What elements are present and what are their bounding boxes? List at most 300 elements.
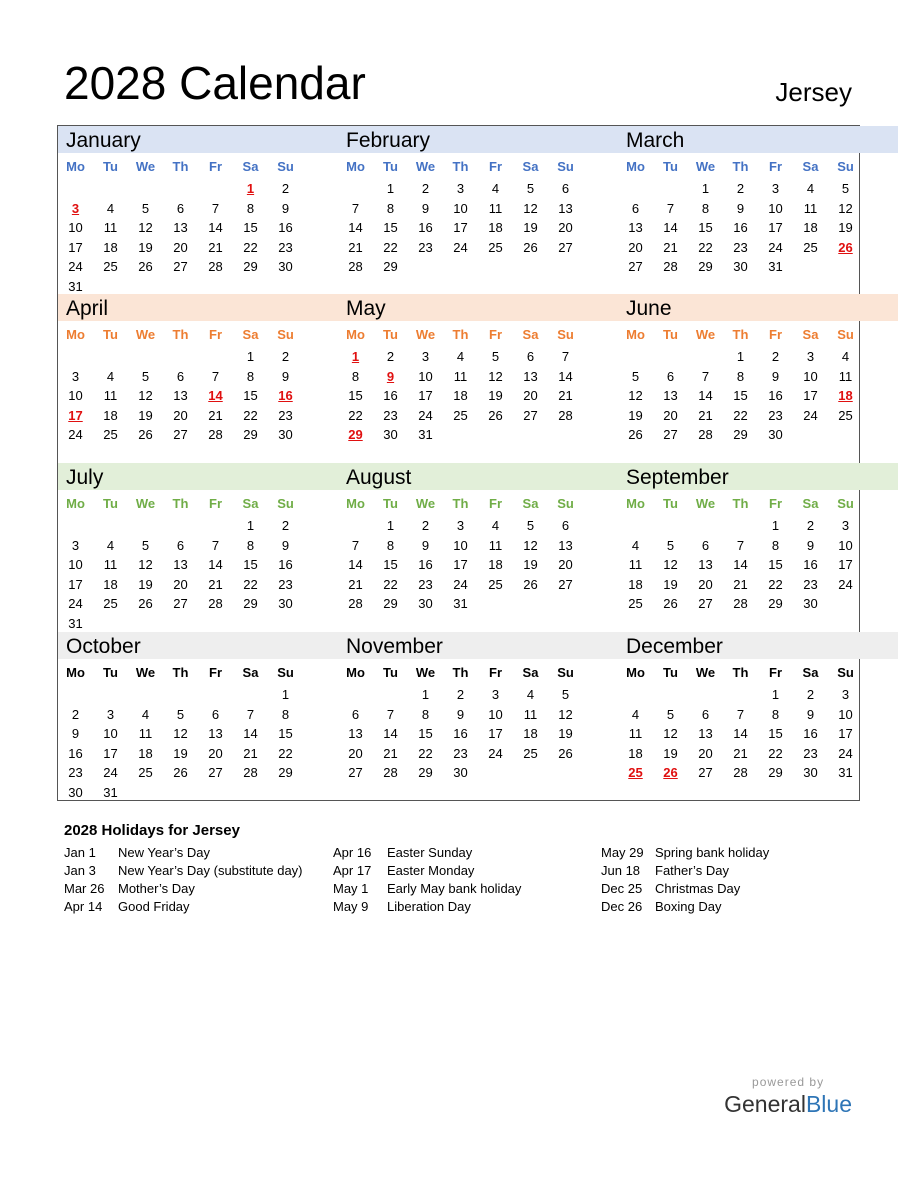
holiday-date: Jan 1 [64,845,96,860]
weekday-label: Mo [66,495,85,511]
day-cell: 7 [351,200,360,216]
month-name: January [58,126,338,153]
day-cell: 25 [523,745,538,761]
day-cell: 21 [663,239,678,255]
day-cell: 30 [68,784,83,800]
week-row [338,705,618,725]
day-cell: 12 [173,726,188,742]
country-name: Jersey [775,77,852,107]
weekday-header [58,153,338,179]
weekday-label: Mo [346,495,365,511]
month-april [58,294,338,445]
day-cell: 17 [103,745,118,761]
week-row [618,763,898,783]
day-cell: 30 [768,427,783,443]
month-name: October [58,632,338,659]
day-cell: 9 [421,200,430,216]
weekday-header [58,490,338,516]
day-cell: 7 [561,349,570,365]
day-cell: 11 [523,706,538,722]
weekday-label: Fr [769,495,782,511]
holiday-row [333,880,613,898]
day-cell: 3 [771,181,780,197]
week-row [338,744,618,764]
day-cell: 23 [278,407,293,423]
day-cell: 27 [523,407,538,423]
weekday-label: Tu [663,495,678,511]
day-cell: 11 [103,557,118,573]
day-cell: 17 [803,388,818,404]
holiday-date: Apr 17 [333,863,372,878]
day-cell: 13 [558,537,573,553]
week-row [58,744,338,764]
day-cell: 12 [138,388,153,404]
week-row [338,724,618,744]
week-row [58,199,338,219]
holiday-date: Mar 26 [64,881,105,896]
month-december [618,632,898,783]
day-cell: 6 [561,181,570,197]
day-cell: 28 [208,259,223,275]
weekday-label: We [135,495,156,511]
day-cell: 2 [421,518,430,534]
day-cell: 13 [208,726,223,742]
holiday-name: Easter Sunday [387,845,473,860]
day-cell: 3 [456,518,465,534]
day-cell: 10 [768,200,783,216]
day-cell: 22 [733,407,748,423]
day-cell: 29 [243,259,258,275]
week-row [338,406,618,426]
day-cell: 16 [383,388,398,404]
holiday-day-cell: 26 [838,239,853,255]
day-cell: 27 [208,765,223,781]
day-cell: 22 [768,745,783,761]
day-cell: 24 [418,407,433,423]
weekday-label: Su [277,326,294,342]
day-cell: 30 [803,765,818,781]
month-june [618,294,898,445]
day-cell: 7 [351,537,360,553]
day-cell: 24 [768,239,783,255]
weekday-label: Sa [522,495,539,511]
day-cell: 10 [453,200,468,216]
holiday-row [601,844,881,862]
day-cell: 5 [666,537,675,553]
holidays-title: 2028 Holidays for Jersey [64,822,240,839]
day-cell: 12 [628,388,643,404]
day-cell: 6 [701,537,710,553]
day-cell: 15 [243,388,258,404]
week-row [338,199,618,219]
holiday-name: Boxing Day [655,899,722,914]
weekday-label: Tu [103,326,118,342]
day-cell: 19 [523,220,538,236]
day-cell: 22 [418,745,433,761]
weekday-label: We [695,326,716,342]
day-cell: 29 [278,765,293,781]
day-cell: 11 [103,220,118,236]
day-cell: 24 [68,596,83,612]
day-cell: 15 [278,726,293,742]
day-cell: 12 [138,220,153,236]
day-cell: 22 [278,745,293,761]
holiday-day-cell: 1 [351,349,360,365]
day-cell: 25 [488,239,503,255]
weekday-label: Sa [522,326,539,342]
weekday-label: Fr [489,326,502,342]
day-cell: 7 [701,368,710,384]
day-cell: 27 [558,239,573,255]
week-row [338,257,618,277]
month-february [338,126,618,277]
week-row [338,555,618,575]
day-cell: 8 [246,368,255,384]
month-name: April [58,294,338,321]
day-cell: 19 [523,557,538,573]
day-cell: 18 [103,576,118,592]
week-row [338,685,618,705]
day-cell: 4 [491,518,500,534]
day-cell: 10 [418,368,433,384]
day-cell: 29 [418,765,433,781]
day-cell: 14 [663,220,678,236]
day-cell: 15 [243,557,258,573]
weekday-label: Tu [663,326,678,342]
day-cell: 9 [281,368,290,384]
day-cell: 19 [173,745,188,761]
day-cell: 2 [71,706,80,722]
day-cell: 1 [771,687,780,703]
weekday-label: Sa [802,158,819,174]
day-cell: 7 [211,200,220,216]
day-cell: 20 [698,745,713,761]
day-cell: 4 [631,706,640,722]
day-cell: 26 [628,427,643,443]
day-cell: 13 [628,220,643,236]
day-cell: 16 [68,745,83,761]
day-cell: 17 [838,726,853,742]
day-cell: 5 [176,706,185,722]
day-cell: 9 [281,537,290,553]
weekday-label: We [135,158,156,174]
day-cell: 20 [208,745,223,761]
weekday-label: Su [837,326,854,342]
day-cell: 25 [103,427,118,443]
day-cell: 17 [418,388,433,404]
week-row [58,685,338,705]
month-name: June [618,294,898,321]
day-cell: 8 [246,200,255,216]
day-cell: 12 [523,537,538,553]
day-cell: 29 [768,596,783,612]
day-cell: 14 [348,557,363,573]
day-cell: 23 [418,576,433,592]
weekday-label: Sa [242,326,259,342]
weekday-header [618,153,898,179]
day-cell: 24 [453,239,468,255]
weekday-label: Su [277,495,294,511]
day-cell: 19 [663,745,678,761]
calendar-grid [57,125,860,801]
day-cell: 21 [208,407,223,423]
weekday-label: Su [557,158,574,174]
week-row [618,367,898,387]
month-name: February [338,126,618,153]
month-name: December [618,632,898,659]
day-cell: 17 [838,557,853,573]
week-row [338,594,618,614]
weekday-label: Th [172,158,189,174]
day-cell: 26 [138,259,153,275]
holiday-row [64,862,344,880]
day-cell: 10 [838,537,853,553]
day-cell: 16 [278,220,293,236]
day-cell: 18 [803,220,818,236]
day-cell: 5 [526,518,535,534]
day-cell: 20 [523,388,538,404]
day-cell: 26 [488,407,503,423]
day-cell: 19 [838,220,853,236]
holiday-date: Dec 26 [601,899,643,914]
week-row [58,406,338,426]
day-cell: 5 [561,687,570,703]
day-cell: 28 [733,596,748,612]
weekday-label: Th [172,664,189,680]
day-cell: 25 [488,576,503,592]
week-row [618,536,898,556]
weekday-label: Th [452,495,469,511]
holiday-row [601,898,881,916]
holiday-day-cell: 14 [208,388,223,404]
day-cell: 22 [383,576,398,592]
day-cell: 17 [68,239,83,255]
weekday-label: Mo [346,664,365,680]
day-cell: 13 [698,726,713,742]
day-cell: 15 [383,557,398,573]
day-cell: 23 [453,745,468,761]
powered-by-text: powered by [752,1075,825,1089]
weekday-label: Mo [346,158,365,174]
week-row [58,763,338,783]
day-cell: 30 [418,596,433,612]
day-cell: 28 [663,259,678,275]
day-cell: 7 [386,706,395,722]
month-name: May [338,294,618,321]
week-row [58,347,338,367]
day-cell: 26 [173,765,188,781]
weekday-label: Tu [383,326,398,342]
day-cell: 8 [736,368,745,384]
week-row [338,386,618,406]
day-cell: 25 [838,407,853,423]
day-cell: 18 [103,239,118,255]
day-cell: 26 [558,745,573,761]
weekday-label: We [415,495,436,511]
weekday-label: Sa [522,664,539,680]
day-cell: 25 [803,239,818,255]
day-cell: 8 [246,537,255,553]
week-row [338,367,618,387]
day-cell: 11 [803,200,818,216]
day-cell: 10 [68,220,83,236]
day-cell: 24 [488,745,503,761]
weekday-label: Tu [663,158,678,174]
day-cell: 14 [733,726,748,742]
holiday-date: Jun 18 [601,863,641,878]
weekday-label: Fr [209,495,222,511]
day-cell: 6 [666,368,675,384]
day-cell: 25 [103,259,118,275]
day-cell: 16 [453,726,468,742]
brand-logo [724,1075,852,1118]
holiday-name: Father’s Day [655,863,729,878]
day-cell: 5 [631,368,640,384]
weekday-label: We [695,158,716,174]
week-row [618,685,898,705]
day-cell: 25 [453,407,468,423]
week-row [618,724,898,744]
holiday-date: May 1 [333,881,369,896]
weekday-label: Sa [242,664,259,680]
weekday-label: Mo [626,326,645,342]
day-cell: 11 [628,557,643,573]
month-name: November [338,632,618,659]
weekday-label: Th [732,664,749,680]
day-cell: 18 [628,745,643,761]
week-row [618,257,898,277]
weekday-label: Th [732,495,749,511]
day-cell: 11 [103,388,118,404]
weekday-label: Su [557,664,574,680]
day-cell: 8 [386,537,395,553]
day-cell: 20 [663,407,678,423]
week-row [338,516,618,536]
weekday-label: Fr [489,158,502,174]
day-cell: 29 [698,259,713,275]
day-cell: 23 [68,765,83,781]
week-row [58,575,338,595]
week-row [618,386,898,406]
day-cell: 29 [243,596,258,612]
day-cell: 4 [106,368,115,384]
day-cell: 30 [383,427,398,443]
day-cell: 31 [418,427,433,443]
weekday-label: Tu [383,664,398,680]
day-cell: 12 [523,200,538,216]
day-cell: 23 [768,407,783,423]
weekday-label: Mo [626,664,645,680]
day-cell: 14 [733,557,748,573]
day-cell: 3 [421,349,430,365]
weekday-header [58,321,338,347]
day-cell: 27 [558,576,573,592]
day-cell: 6 [176,368,185,384]
day-cell: 2 [806,687,815,703]
day-cell: 15 [418,726,433,742]
day-cell: 5 [141,537,150,553]
week-row [338,218,618,238]
day-cell: 1 [771,518,780,534]
day-cell: 13 [173,220,188,236]
day-cell: 19 [558,726,573,742]
holiday-name: Mother’s Day [118,881,195,896]
day-cell: 9 [736,200,745,216]
day-cell: 4 [141,706,150,722]
holiday-date: Dec 25 [601,881,643,896]
day-cell: 8 [281,706,290,722]
day-cell: 15 [348,388,363,404]
day-cell: 24 [803,407,818,423]
day-cell: 29 [733,427,748,443]
day-cell: 5 [141,200,150,216]
day-cell: 28 [348,596,363,612]
day-cell: 12 [558,706,573,722]
weekday-label: Tu [383,158,398,174]
day-cell: 11 [453,368,468,384]
day-cell: 21 [243,745,258,761]
weekday-label: Fr [489,664,502,680]
holiday-day-cell: 3 [71,200,80,216]
day-cell: 19 [488,388,503,404]
week-row [58,555,338,575]
day-cell: 2 [771,349,780,365]
day-cell: 23 [383,407,398,423]
weekday-label: Fr [209,326,222,342]
day-cell: 29 [243,427,258,443]
day-cell: 30 [278,259,293,275]
day-cell: 21 [733,576,748,592]
day-cell: 18 [138,745,153,761]
day-cell: 8 [771,537,780,553]
day-cell: 1 [421,687,430,703]
weekday-label: Tu [103,664,118,680]
holiday-day-cell: 1 [246,181,255,197]
day-cell: 20 [558,220,573,236]
day-cell: 18 [523,726,538,742]
weekday-label: Th [452,326,469,342]
day-cell: 2 [386,349,395,365]
holiday-row [64,844,344,862]
month-name: July [58,463,338,490]
day-cell: 16 [278,557,293,573]
day-cell: 21 [348,576,363,592]
day-cell: 6 [351,706,360,722]
day-cell: 14 [383,726,398,742]
weekday-label: Sa [802,664,819,680]
day-cell: 15 [768,726,783,742]
day-cell: 14 [558,368,573,384]
day-cell: 28 [558,407,573,423]
weekday-label: Fr [209,158,222,174]
day-cell: 15 [383,220,398,236]
weekday-label: Sa [242,158,259,174]
weekday-label: Tu [103,495,118,511]
day-cell: 20 [173,407,188,423]
day-cell: 22 [348,407,363,423]
week-row [58,783,338,803]
month-september [618,463,898,614]
holidays-column [64,844,344,916]
weekday-header [618,490,898,516]
month-july [58,463,338,633]
holiday-date: May 29 [601,845,644,860]
day-cell: 15 [243,220,258,236]
day-cell: 28 [698,427,713,443]
day-cell: 2 [281,181,290,197]
day-cell: 9 [71,726,80,742]
day-cell: 26 [523,576,538,592]
